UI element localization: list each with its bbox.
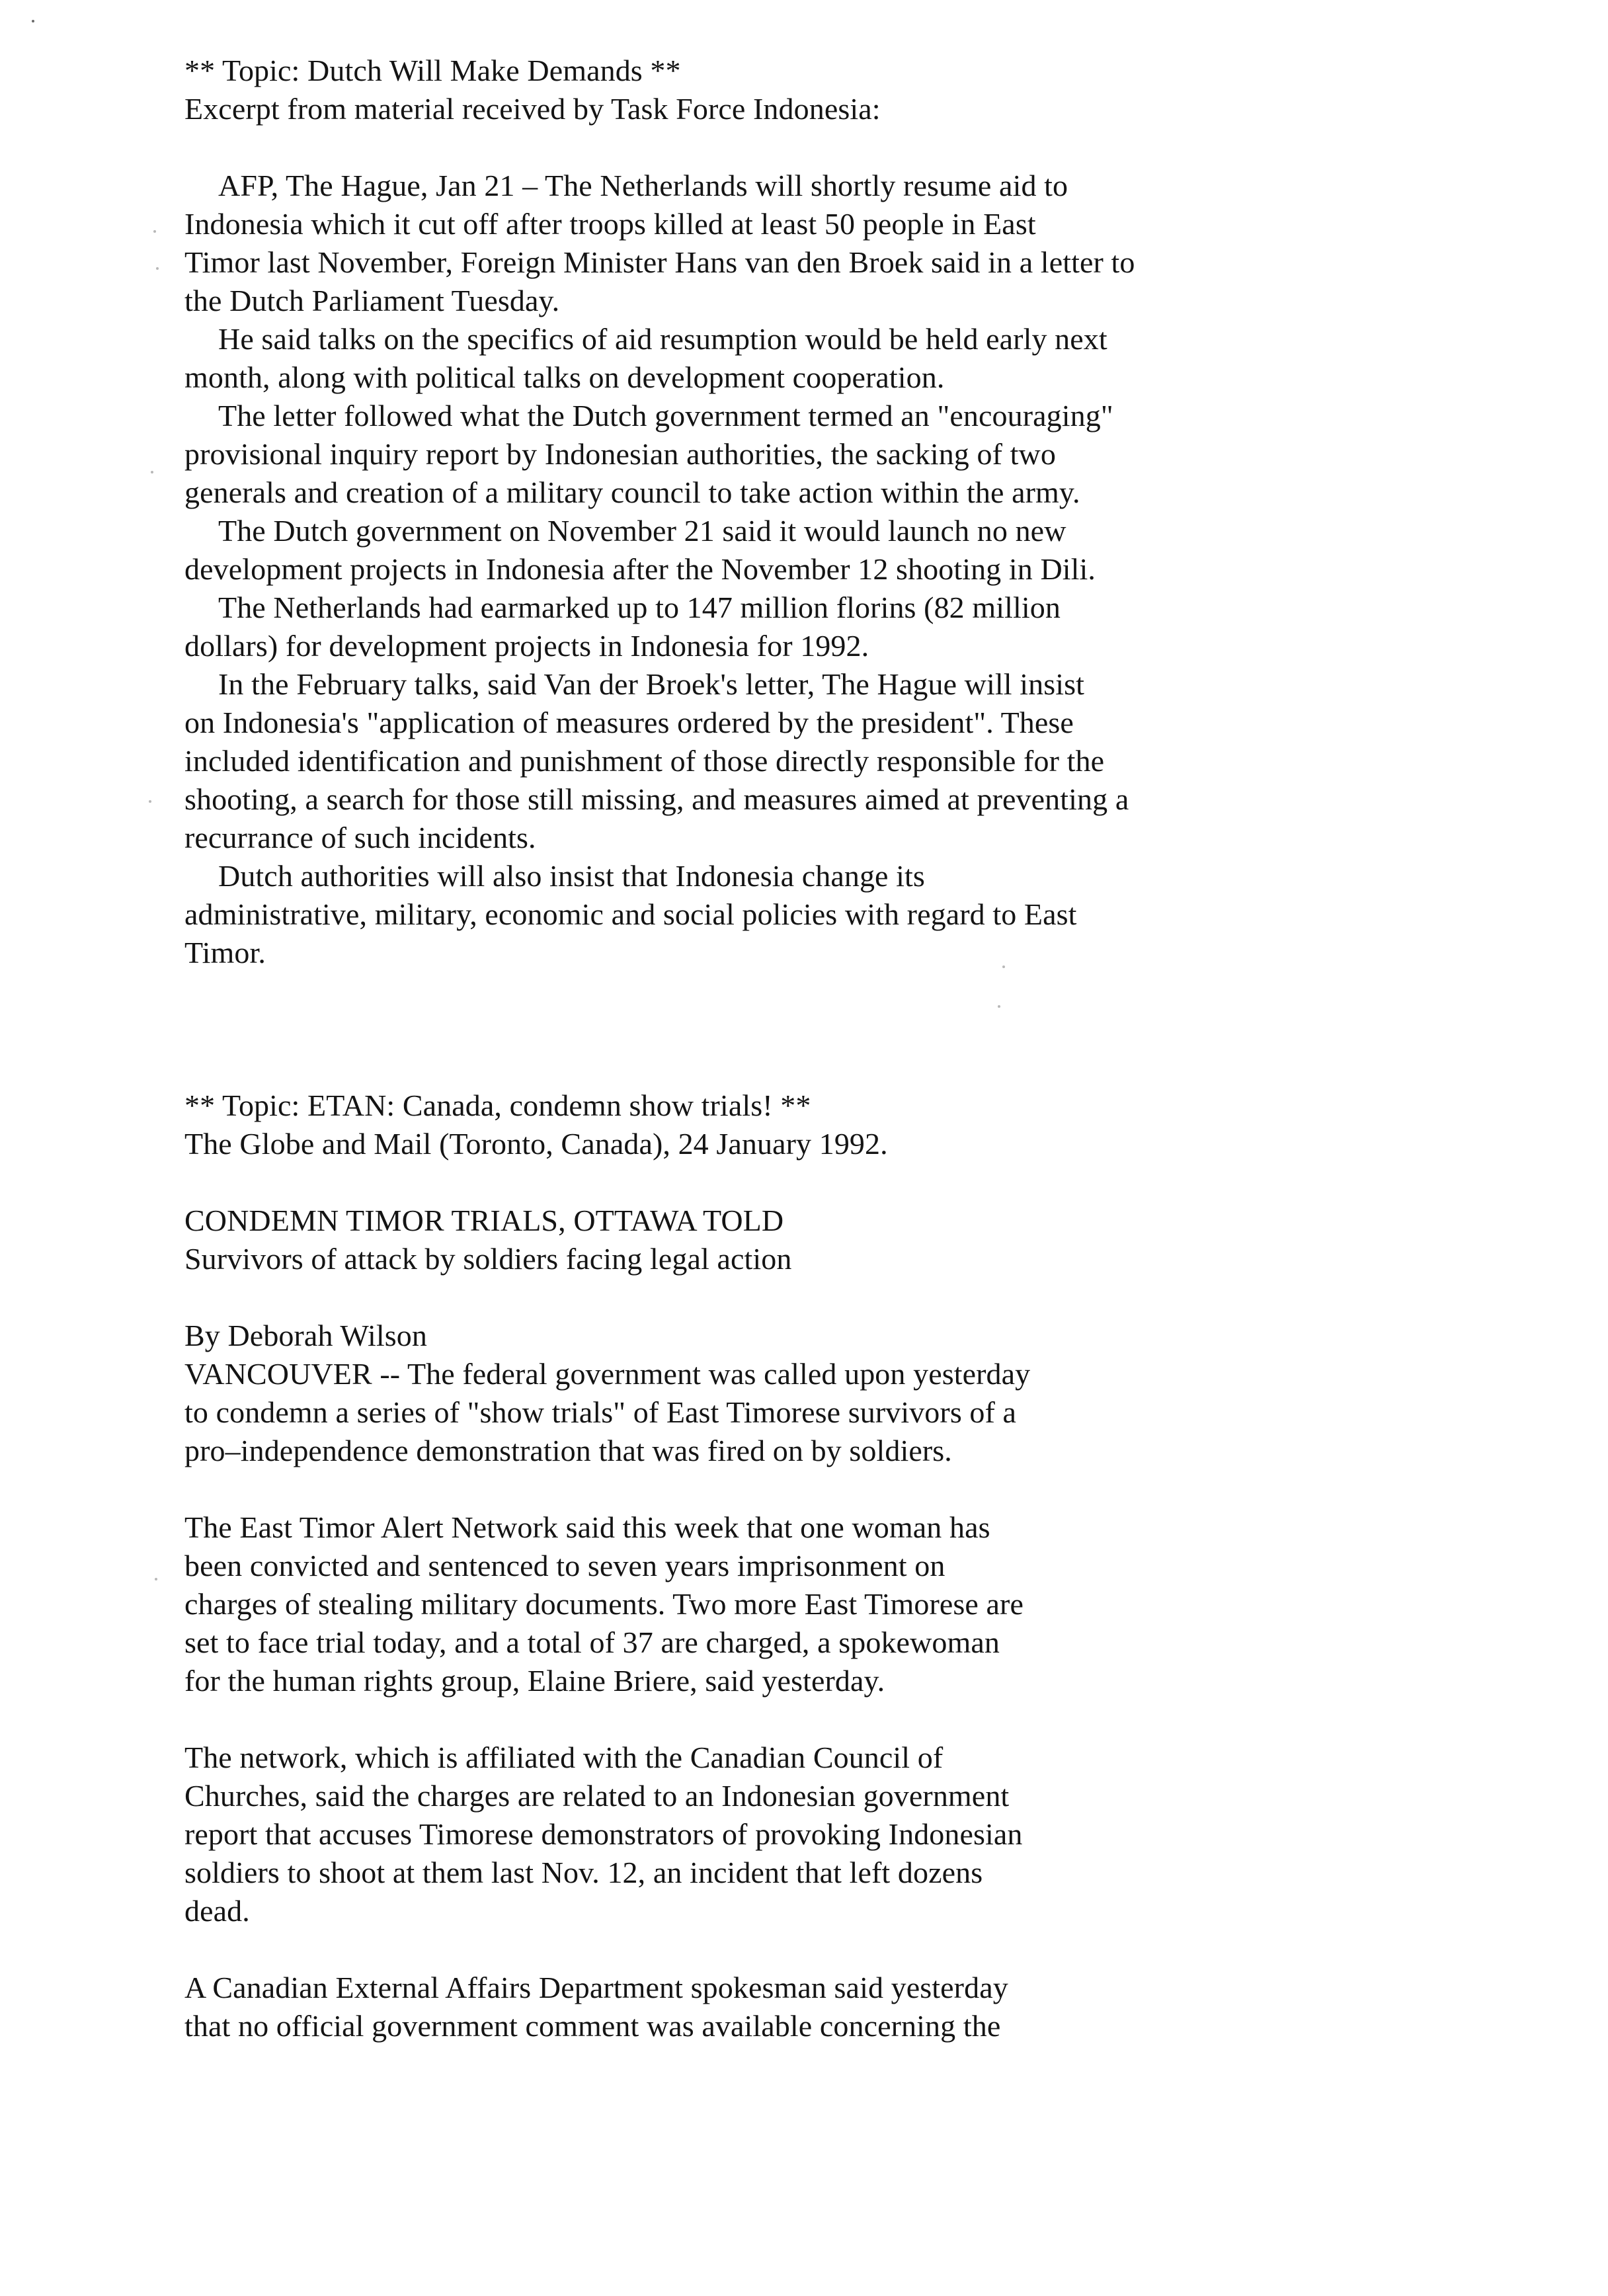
- paragraph-line: A Canadian External Affairs Department spokesman said yesterday: [184, 1971, 1008, 2004]
- paragraph-line: development projects in Indonesia after the November 12 shooting in Dili.: [184, 552, 1096, 586]
- paragraph-line: set to face trial today, and a total of 37 are charged, a spokewoman: [184, 1625, 1000, 1659]
- paragraph-line: that no official government comment was available concerning the: [184, 2009, 1001, 2043]
- paragraph-line: soldiers to shoot at them last Nov. 12, an incident that left dozens: [184, 1856, 983, 1889]
- paragraph-line: The Dutch government on November 21 said it would launch no new: [218, 514, 1066, 548]
- paragraph-line: provisional inquiry report by Indonesian authorities, the sacking of two: [184, 437, 1056, 471]
- paragraph-line: on Indonesia's "application of measures ordered by the president". These: [184, 706, 1074, 739]
- paragraph-line: pro–independence demonstration that was fired on by soldiers.: [184, 1434, 952, 1467]
- paragraph-line: been convicted and sentenced to seven years imprisonment on: [184, 1549, 945, 1582]
- topic-heading: ** Topic: ETAN: Canada, condemn show trials! **: [184, 1088, 811, 1122]
- scan-speck: [998, 1005, 1000, 1008]
- paragraph-line: included identification and punishment of those directly responsible for the: [184, 744, 1105, 778]
- paragraph-line: The network, which is affiliated with the Canadian Council of: [184, 1741, 944, 1774]
- source-line: Excerpt from material received by Task Force Indonesia:: [184, 92, 881, 126]
- paragraph-line: AFP, The Hague, Jan 21 – The Netherlands will shortly resume aid to: [218, 169, 1068, 202]
- paragraph-line: month, along with political talks on development cooperation.: [184, 360, 945, 394]
- paragraph-line: the Dutch Parliament Tuesday.: [184, 284, 560, 317]
- paragraph-line: In the February talks, said Van der Broek's letter, The Hague will insist: [218, 667, 1084, 701]
- paragraph-line: dead.: [184, 1894, 250, 1928]
- paragraph-line: report that accuses Timorese demonstrators of provoking Indonesian: [184, 1817, 1023, 1851]
- scan-speck: [151, 471, 153, 473]
- scan-speck: [1002, 965, 1005, 968]
- paragraph-line: Churches, said the charges are related to an Indonesian government: [184, 1779, 1010, 1813]
- paragraph-line: administrative, military, economic and social policies with regard to East: [184, 897, 1077, 931]
- scan-speck: [153, 230, 156, 233]
- paragraph-line: The Netherlands had earmarked up to 147 million florins (82 million: [218, 591, 1061, 624]
- paragraph-line: Indonesia which it cut off after troops killed at least 50 people in East: [184, 207, 1036, 241]
- article-byline: By Deborah Wilson: [184, 1319, 427, 1352]
- article-headline: CONDEMN TIMOR TRIALS, OTTAWA TOLD: [184, 1204, 784, 1237]
- paragraph-line: dollars) for development projects in Indonesia for 1992.: [184, 629, 869, 663]
- source-line: The Globe and Mail (Toronto, Canada), 24 January 1992.: [184, 1127, 888, 1161]
- paragraph-line: to condemn a series of "show trials" of East Timorese survivors of a: [184, 1395, 1017, 1429]
- paragraph-line: recurrance of such incidents.: [184, 821, 536, 854]
- scan-speck: [155, 1578, 157, 1580]
- scan-speck: [156, 267, 159, 270]
- topic-heading: ** Topic: Dutch Will Make Demands **: [184, 54, 681, 87]
- paragraph-line: VANCOUVER -- The federal government was called upon yesterday: [184, 1357, 1031, 1391]
- scan-speck: [32, 20, 34, 22]
- paragraph-line: Timor.: [184, 936, 266, 969]
- paragraph-line: generals and creation of a military council to take action within the army.: [184, 475, 1080, 509]
- article-subheadline: Survivors of attack by soldiers facing legal action: [184, 1242, 792, 1276]
- paragraph-line: shooting, a search for those still missing, and measures aimed at preventing a: [184, 782, 1129, 816]
- paragraph-line: charges of stealing military documents. Two more East Timorese are: [184, 1587, 1024, 1621]
- paragraph-line: Timor last November, Foreign Minister Hans van den Broek said in a letter to: [184, 245, 1135, 279]
- scan-speck: [149, 800, 151, 803]
- paragraph-line: The East Timor Alert Network said this week that one woman has: [184, 1510, 990, 1544]
- paragraph-line: Dutch authorities will also insist that Indonesia change its: [218, 859, 925, 893]
- paragraph-line: The letter followed what the Dutch government termed an "encouraging": [218, 399, 1113, 432]
- paragraph-line: for the human rights group, Elaine Briere, said yesterday.: [184, 1664, 885, 1698]
- paragraph-line: He said talks on the specifics of aid resumption would be held early next: [218, 322, 1107, 356]
